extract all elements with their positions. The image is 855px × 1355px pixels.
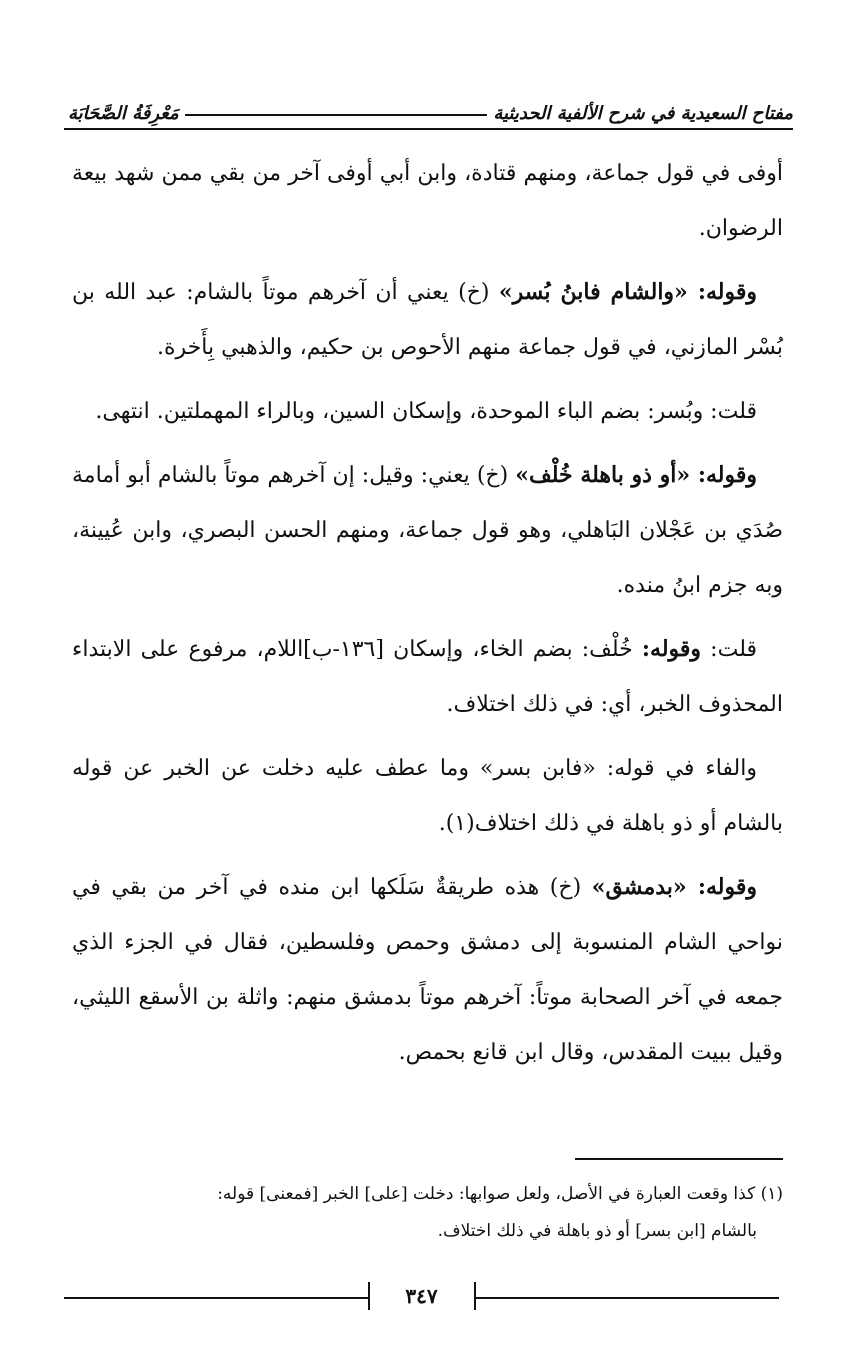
paragraph-text: (خ) يعني: وقيل: إن آخرهم موتاً بالشام أبو أمامة صُدَي بن عَجْلان البَاهلي، وهو قول جماعة، ومنهم الحسن البصري، وابن عُيينة، وبه جزم ابنُ منده. xyxy=(72,463,783,598)
paragraph-text: (خ) يعني أن آخرهم موتاً بالشام: عبد الله بن بُسْر المازني، في قول جماعة منهم الأحوص بن حكيم، والذهبي بِأَخرة. xyxy=(72,280,783,360)
page-footer xyxy=(64,1282,779,1312)
paragraph-text: خُلْف: بضم الخاء، وإسكان [١٣٦-ب]اللام، مرفوع على الابتداء المحذوف الخبر، أي: في ذلك اختلاف. xyxy=(72,637,783,717)
paragraph-2 xyxy=(72,265,783,375)
paragraph-7 xyxy=(72,860,783,1080)
footnote-line-1: (١) كذا وقعت العبارة في الأصل، ولعل صوابها: دخلت [على] الخبر [فمعنى] قوله: xyxy=(217,1184,783,1204)
paragraph-1 xyxy=(72,146,783,256)
paragraph-lead: وقوله: xyxy=(641,636,702,662)
footnote-line-2: بالشام [ابن بسر] أو ذو باهلة في ذلك اختلاف. xyxy=(437,1221,757,1241)
footnote-separator xyxy=(575,1158,783,1160)
paragraph-lead: وقوله: «بدمشق» xyxy=(591,874,757,900)
paragraph-6 xyxy=(72,741,783,851)
main-text xyxy=(72,146,783,1089)
header-rule xyxy=(64,128,793,130)
paragraph-text: والفاء في قوله: «فابن بسر» وما عطف عليه دخلت عن الخبر عن قوله بالشام أو ذو باهلة في ذلك اختلاف(١). xyxy=(72,756,783,836)
book-title: مفتاح السعيدية في شرح الألفية الحديثية xyxy=(493,103,793,124)
paragraph-3 xyxy=(72,384,783,439)
header-dash-line xyxy=(185,114,488,116)
paragraph-text: قلت: وبُسر: بضم الباء الموحدة، وإسكان السين، وبالراء المهملتين. انتهى. xyxy=(95,399,757,424)
paragraph-lead: وقوله: «أو ذو باهلة خُلْف» xyxy=(515,462,757,488)
footnote xyxy=(72,1176,783,1250)
paragraph-lead: وقوله: «والشام فابنُ بُسر» xyxy=(498,279,757,305)
running-header xyxy=(68,88,793,124)
paragraph-pre: قلت: xyxy=(701,637,758,662)
page-number: ٣٤٧ xyxy=(368,1282,476,1310)
paragraph-text: أوفى في قول جماعة، ومنهم قتادة، وابن أبي أوفى آخر من بقي ممن شهد بيعة الرضوان. xyxy=(72,161,783,241)
paragraph-4 xyxy=(72,448,783,613)
paragraph-text: (خ) هذه طريقةٌ سَلَكها ابن منده في آخر من بقي في نواحي الشام المنسوبة إلى دمشق وحمص وفلسطين، فقال في الجزء الذي جمعه في آخر الصحابة موتاً: آخرهم موتاً بدمشق منهم: واثلة بن الأسقع الليثي، وقيل ببيت المقدس، وقال ابن قانع بحمص. xyxy=(72,875,783,1065)
paragraph-5 xyxy=(72,622,783,732)
chapter-title: مَعْرِفَةُ الصَّحَابَة xyxy=(68,103,179,124)
